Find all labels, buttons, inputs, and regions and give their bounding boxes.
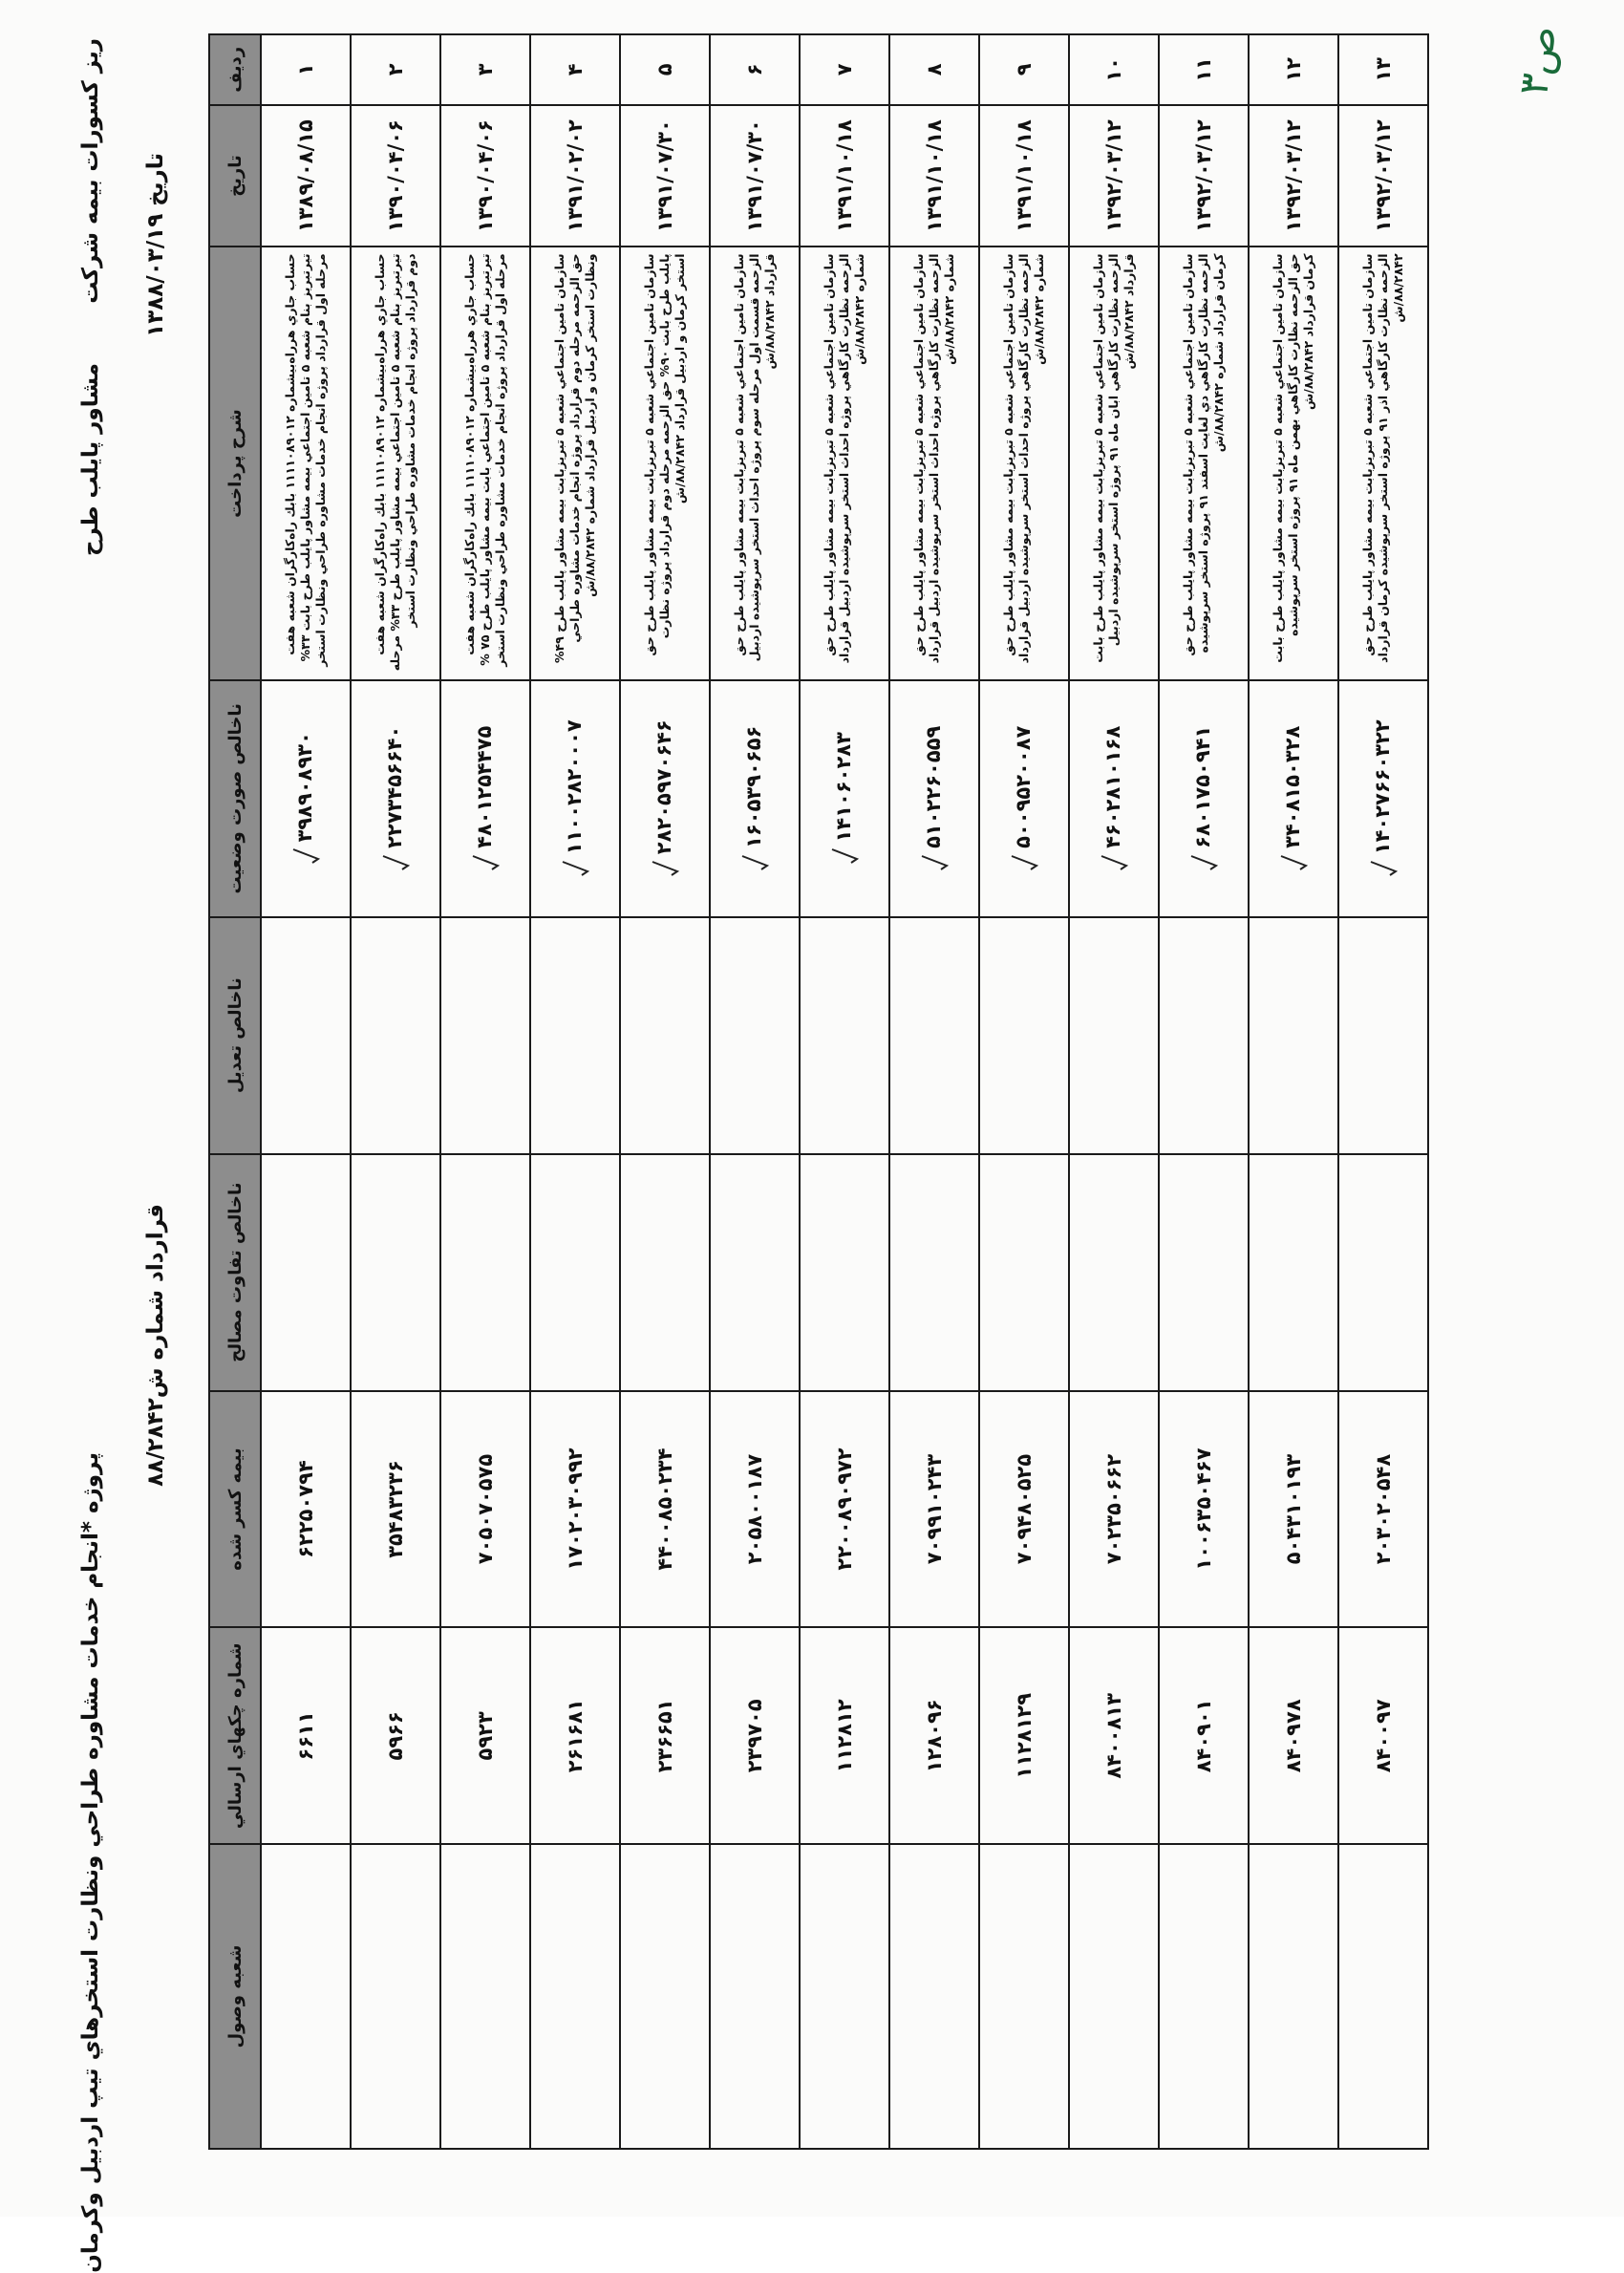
adjustment-cell bbox=[530, 917, 620, 1154]
material-difference-cell bbox=[530, 1154, 620, 1391]
gross-amount-cell bbox=[1159, 680, 1249, 917]
table-row bbox=[530, 34, 620, 2149]
material-difference-cell bbox=[1338, 1154, 1428, 1391]
gross-amount-text: ۶۸۰۱۷۵۰۹۴۱ bbox=[1191, 725, 1214, 848]
column-header: رديف bbox=[209, 34, 261, 105]
insurance-deducted-cell bbox=[1338, 1391, 1428, 1628]
adjustment-cell bbox=[800, 917, 889, 1154]
checkmark-icon bbox=[651, 860, 679, 877]
insurance-deducted-cell bbox=[440, 1391, 530, 1628]
gross-amount-cell bbox=[530, 680, 620, 917]
material-difference-cell bbox=[1159, 1154, 1249, 1391]
gross-amount-text: ۱۴۱۰۶۰۲۸۳ bbox=[832, 732, 855, 843]
cheque-number-text: ۶۶۱۱ bbox=[294, 1711, 317, 1761]
insurance-deducted-text: ۷۰۹۹۱۰۲۴۳ bbox=[923, 1453, 946, 1565]
insurance-deducted-text: ۷۰۲۳۵۰۶۶۲ bbox=[1102, 1453, 1125, 1565]
insurance-deducted-cell bbox=[1069, 1391, 1159, 1628]
description-text: سازمان تامين اجتماعي شعبه ۵ تبريزبابت بيمه مشاور پايلب طرح حق الزحمه نظارت كارگاهي پروژه احداث استخر سرپوشيده اردبيل قرارداد شماره ۸۸/۲۸۴۲/ش bbox=[911, 253, 956, 664]
cheque-number-text: ۸۴۰۹۰۱ bbox=[1192, 1699, 1215, 1773]
description-cell bbox=[620, 247, 710, 679]
adjustment-cell bbox=[440, 917, 530, 1154]
checkmark-icon bbox=[1279, 854, 1308, 871]
date-cell bbox=[710, 105, 800, 247]
date-text: ۱۳۹۱/۰۷/۳۰ bbox=[653, 119, 676, 232]
insurance-deducted-text: ۲۰۵۸۰۰۱۸۷ bbox=[743, 1453, 766, 1565]
row-number-cell bbox=[620, 34, 710, 105]
cheque-number-cell bbox=[979, 1627, 1069, 1844]
description-cell bbox=[1069, 247, 1159, 679]
date-text: ۱۳۹۱/۰۲/۰۲ bbox=[564, 119, 587, 232]
collection-branch-cell bbox=[1338, 1844, 1428, 2149]
column-header: ناخالص تفاوت مصالح bbox=[209, 1154, 261, 1391]
table-row bbox=[1249, 34, 1338, 2149]
cheque-number-text: ۲۳۶۶۵۱ bbox=[653, 1699, 676, 1773]
row-number-text: ۱۲ bbox=[1282, 57, 1305, 82]
table-row bbox=[261, 34, 351, 2149]
collection-branch-cell bbox=[979, 1844, 1069, 2149]
description-text: حساب جاري هرراه‌بيشماره ۱۱۱۱۰۸۹۰۱۲ بابك راه‌كارگران شعبه هفت تيرتبريز بنام شعبه ۵ تامين اجتماعي بيمه مشاور پايلب طرح بابت ۳۳% مرحله اول قرارداد پروژه انجام خدمات مشاوره طراحي ونظارت استخر bbox=[283, 253, 328, 667]
insurance-deducted-cell bbox=[530, 1391, 620, 1628]
description-cell bbox=[979, 247, 1069, 679]
description-cell bbox=[710, 247, 800, 679]
description-text: سازمان تامين اجتماعي شعبه ۵ تبريزبابت بيمه مشاور پايلب طرح حق الزحمه نظارت كارگاهي دي لغايت اسفند ۹۱ پروژه استخر سرپوشيده كرمان قرارداد شماره ۸۸/۲۸۴۲/ش bbox=[1181, 253, 1226, 656]
gross-amount-cell bbox=[979, 680, 1069, 917]
cheque-number-text: ۲۳۹۷۰۵ bbox=[743, 1699, 766, 1773]
row-number-cell bbox=[440, 34, 530, 105]
checkmark-icon bbox=[381, 854, 410, 871]
cheque-number-cell bbox=[261, 1627, 351, 1844]
description-text: سازمان تامين اجتماعي شعبه ۵ تبريزبابت بيمه مشاور پايلب طرح حق الزحمه قسمت اول مرحله سوم پروژه احداث استخر سرپوشيده اردبيل قرارداد ۸۸/۲۸۴۲/ش bbox=[732, 253, 777, 662]
checkmark-icon bbox=[471, 854, 500, 871]
description-cell bbox=[440, 247, 530, 679]
date-text: ۱۳۹۱/۱۰/۱۸ bbox=[923, 119, 946, 232]
date-cell bbox=[351, 105, 440, 247]
cheque-number-cell bbox=[800, 1627, 889, 1844]
checkmark-icon bbox=[1189, 854, 1218, 871]
row-number-cell bbox=[1338, 34, 1428, 105]
collection-branch-cell bbox=[1159, 1844, 1249, 2149]
adjustment-cell bbox=[261, 917, 351, 1154]
consultant-name: مشاور پايلب طرح bbox=[78, 363, 103, 557]
date-text: ۱۳۹۲/۰۳/۱۲ bbox=[1282, 119, 1305, 232]
adjustment-cell bbox=[351, 917, 440, 1154]
section-title: ريز كسورات بيمه شركت bbox=[78, 38, 103, 304]
date-cell bbox=[1159, 105, 1249, 247]
checkmark-icon bbox=[561, 860, 589, 877]
table-header-row bbox=[209, 34, 261, 2149]
collection-branch-cell bbox=[800, 1844, 889, 2149]
date-text: ۱۳۹۲/۰۳/۱۲ bbox=[1192, 119, 1215, 232]
insurance-deducted-cell bbox=[710, 1391, 800, 1628]
gross-amount-cell bbox=[261, 680, 351, 917]
cheque-number-cell bbox=[1159, 1627, 1249, 1844]
cheque-number-text: ۸۴۰۹۷۸ bbox=[1282, 1699, 1305, 1773]
gross-amount-text: ۱۴۰۲۷۶۶۰۳۲۲ bbox=[1371, 719, 1394, 855]
checkmark-icon bbox=[740, 854, 769, 871]
date-cell bbox=[1069, 105, 1159, 247]
column-header: شعبه وصول bbox=[209, 1844, 261, 2149]
project-title: پروژه *انجام خدمات مشاوره طراحي ونظارت استخرهاي تيپ اردبيل وكرمان bbox=[78, 1452, 103, 2273]
row-number-cell bbox=[889, 34, 979, 105]
table-row bbox=[889, 34, 979, 2149]
cheque-number-text: ۵۹۶۶ bbox=[384, 1711, 407, 1761]
cheque-number-text: ۱۱۲۸۱۲۹ bbox=[1013, 1692, 1036, 1779]
cheque-number-text: ۲۶۱۶۸۱ bbox=[564, 1699, 587, 1773]
cheque-number-cell bbox=[889, 1627, 979, 1844]
column-header: شرح پرداخت bbox=[209, 247, 261, 679]
description-text: سازمان تامين اجتماعي شعبه ۵ تبريزبابت بيمه مشاور پايلب طرح حق پايلب طرح بابت ۹۰% حق الزحمه مرحله دوم قرارداد پروژه نظارت استخر كرمان و اردبيل قرارداد ۸۸/۲۸۴۲/ش bbox=[642, 253, 687, 656]
insurance-deducted-text: ۷۰۵۰۷۰۵۷۵ bbox=[474, 1453, 497, 1565]
description-cell bbox=[530, 247, 620, 679]
cheque-number-cell bbox=[1338, 1627, 1428, 1844]
material-difference-cell bbox=[1249, 1154, 1338, 1391]
description-text: حساب جاري هرراه‌بيشماره ۱۱۱۱۰۸۹۰۱۲ بابك راه‌كارگران شعبه هفت تيرتبريز بنام شعبه ۵ تامين اجتماعي بيمه مشاور پايلب طرح ۳۳% مرحله دوم قرارداد پروژه انجام خدمات مشاوره طراحي ونظارت استخر bbox=[373, 253, 417, 672]
insurance-deducted-text: ۳۵۴۸۳۲۳۶ bbox=[384, 1460, 407, 1558]
checkmark-icon bbox=[920, 854, 949, 871]
description-cell bbox=[1249, 247, 1338, 679]
row-number-text: ۲ bbox=[384, 63, 407, 76]
material-difference-cell bbox=[1069, 1154, 1159, 1391]
description-cell bbox=[261, 247, 351, 679]
column-header: ناخالص تعديل bbox=[209, 917, 261, 1154]
row-number-cell bbox=[530, 34, 620, 105]
insurance-deducted-text: ۷۰۹۴۸۰۵۲۵ bbox=[1013, 1453, 1036, 1565]
date-cell bbox=[261, 105, 351, 247]
date-text: ۱۳۹۰/۰۴/۰۶ bbox=[384, 119, 407, 232]
checkmark-icon bbox=[291, 847, 320, 865]
insurance-deducted-text: ۶۲۲۵۰۷۹۴ bbox=[294, 1460, 317, 1558]
cheque-number-cell bbox=[530, 1627, 620, 1844]
date-text: ۱۳۸۹/۰۸/۱۵ bbox=[294, 119, 317, 232]
date-text: ۱۳۹۱/۱۰/۱۸ bbox=[1013, 119, 1036, 232]
material-difference-cell bbox=[620, 1154, 710, 1391]
gross-amount-cell bbox=[440, 680, 530, 917]
insurance-deducted-cell bbox=[261, 1391, 351, 1628]
material-difference-cell bbox=[351, 1154, 440, 1391]
table-row bbox=[620, 34, 710, 2149]
collection-branch-cell bbox=[710, 1844, 800, 2149]
row-number-text: ۱۱ bbox=[1192, 57, 1215, 82]
material-difference-cell bbox=[710, 1154, 800, 1391]
description-text: حساب جاري هرراه‌بيشماره ۱۱۱۱۰۸۹۰۱۲ بابك راه‌كارگران شعبه هفت تيرتبريز بنام شعبه ۵ تامين اجتماعي بابت بيمه مشاور پايلب طرح ۷۵ % مرحله اول قرارداد پروژه انجام خدمات مشاوره طراحي ونظارت استخر bbox=[462, 253, 507, 667]
table-row bbox=[440, 34, 530, 2149]
row-number-text: ۷ bbox=[833, 63, 856, 76]
insurance-deducted-cell bbox=[800, 1391, 889, 1628]
cheque-number-text: ۱۲۸۰۹۶ bbox=[923, 1699, 946, 1773]
cheque-number-cell bbox=[351, 1627, 440, 1844]
material-difference-cell bbox=[979, 1154, 1069, 1391]
date-text: ۱۳۹۰/۰۴/۰۶ bbox=[474, 119, 497, 232]
date-text: ۱۳۹۲/۰۳/۱۲ bbox=[1102, 119, 1125, 232]
description-text: سازمان تامين اجتماعي شعبه ۵ تبريزبابت بيمه مشاور پايلب طرح بابت حق الزحمه نظارت كارگاهي بهمن ماه ۹۱ پروژه استخر سرپوشيده كرمان قرارداد ۸۸/۲۸۴۲/ش bbox=[1271, 253, 1315, 663]
description-cell bbox=[1159, 247, 1249, 679]
description-text: سازمان تامين اجتماعي شعبه ۵ تبريزبابت بيمه مشاور پايلب طرح بابت الزحمه نظارت كارگاهي ابان ماه ۹۱ پروژه استخر سرپوشيده اردبيل قرارداد ۸۸/۲۸۴۲/ش bbox=[1091, 253, 1136, 663]
gross-amount-cell bbox=[1338, 680, 1428, 917]
collection-branch-cell bbox=[1249, 1844, 1338, 2149]
row-number-cell bbox=[351, 34, 440, 105]
checkmark-icon bbox=[1369, 860, 1398, 877]
collection-branch-cell bbox=[261, 1844, 351, 2149]
insurance-deducted-text: ۲۰۳۰۲۰۵۴۸ bbox=[1372, 1453, 1395, 1565]
gross-amount-text: ۳۹۸۹۰۸۹۳۰ bbox=[293, 732, 316, 843]
row-number-text: ۱۳ bbox=[1372, 57, 1395, 82]
adjustment-cell bbox=[620, 917, 710, 1154]
date-cell bbox=[889, 105, 979, 247]
row-number-text: ۱۰ bbox=[1102, 57, 1125, 82]
adjustment-cell bbox=[710, 917, 800, 1154]
gross-amount-cell bbox=[1249, 680, 1338, 917]
row-number-text: ۵ bbox=[653, 63, 676, 76]
page-number-mark: ص۳ bbox=[1509, 22, 1566, 99]
row-number-cell bbox=[800, 34, 889, 105]
gross-amount-text: ۴۶۰۲۸۱۰۱۶۸ bbox=[1101, 725, 1124, 848]
checkmark-icon bbox=[830, 847, 859, 865]
gross-amount-text: ۲۸۲۰۵۹۷۰۶۴۶ bbox=[652, 719, 675, 855]
row-number-text: ۸ bbox=[923, 63, 946, 76]
row-number-cell bbox=[261, 34, 351, 105]
date-text: ۱۳۹۲/۰۳/۱۲ bbox=[1372, 119, 1395, 232]
material-difference-cell bbox=[440, 1154, 530, 1391]
document-date: تاريخ ۱۳۸۸/۰۳/۱۹ bbox=[143, 153, 168, 337]
row-number-text: ۹ bbox=[1013, 63, 1036, 76]
collection-branch-cell bbox=[1069, 1844, 1159, 2149]
table-row bbox=[710, 34, 800, 2149]
row-number-text: ۱ bbox=[294, 63, 317, 76]
table-row bbox=[800, 34, 889, 2149]
adjustment-cell bbox=[1249, 917, 1338, 1154]
insurance-deducted-cell bbox=[620, 1391, 710, 1628]
insurance-deducted-cell bbox=[1249, 1391, 1338, 1628]
gross-amount-text: ۴۸۰۱۲۵۴۴۷۵ bbox=[473, 725, 496, 848]
row-number-cell bbox=[1069, 34, 1159, 105]
gross-amount-cell bbox=[351, 680, 440, 917]
description-text: سازمان تامين اجتماعي شعبه ۵ تبريزبابت بيمه مشاور پايلب طرح حق الزحمه نظارت كارگاهي اذر ۹۱ پروژه استخر سرپوشيده كرمان قرارداد ۸۸/۲۸۴۲/ش bbox=[1360, 253, 1405, 663]
cheque-number-text: ۱۱۲۸۱۲ bbox=[833, 1699, 856, 1773]
gross-amount-cell bbox=[889, 680, 979, 917]
table-row bbox=[1069, 34, 1159, 2149]
collection-branch-cell bbox=[440, 1844, 530, 2149]
description-cell bbox=[889, 247, 979, 679]
date-cell bbox=[1338, 105, 1428, 247]
adjustment-cell bbox=[889, 917, 979, 1154]
date-cell bbox=[979, 105, 1069, 247]
gross-amount-cell bbox=[1069, 680, 1159, 917]
collection-branch-cell bbox=[889, 1844, 979, 2149]
cheque-number-text: ۸۴۰۰۸۱۳ bbox=[1102, 1692, 1125, 1779]
description-cell bbox=[1338, 247, 1428, 679]
insurance-deducted-cell bbox=[351, 1391, 440, 1628]
adjustment-cell bbox=[1069, 917, 1159, 1154]
description-cell bbox=[800, 247, 889, 679]
column-header: شماره چكهاي ارسالي bbox=[209, 1627, 261, 1844]
gross-amount-cell bbox=[710, 680, 800, 917]
row-number-cell bbox=[710, 34, 800, 105]
column-header: بيمه كسر شده bbox=[209, 1391, 261, 1628]
material-difference-cell bbox=[800, 1154, 889, 1391]
cheque-number-cell bbox=[1249, 1627, 1338, 1844]
date-cell bbox=[800, 105, 889, 247]
table-body bbox=[261, 34, 1428, 2149]
collection-branch-cell bbox=[530, 1844, 620, 2149]
row-number-cell bbox=[1249, 34, 1338, 105]
date-cell bbox=[530, 105, 620, 247]
insurance-deducted-text: ۲۲۰۰۸۹۰۹۷۲ bbox=[833, 1447, 856, 1571]
table-row bbox=[351, 34, 440, 2149]
material-difference-cell bbox=[889, 1154, 979, 1391]
table-row bbox=[1159, 34, 1249, 2149]
checkmark-icon bbox=[1010, 854, 1038, 871]
date-text: ۱۳۹۱/۰۷/۳۰ bbox=[743, 119, 766, 232]
checkmark-icon bbox=[1100, 854, 1128, 871]
description-text: سازمان تامين اجتماعي شعبه ۵ تبريزبابت بيمه مشاور پايلب طرح ۴۹% حق الزحمه مرحله دوم قرارداد پروژه انجام خدمات مشاوره طراحي ونظارت استخر كرمان و اردبيل قرارداد شماره ۸۸/۲۸۴۲/ش bbox=[552, 253, 597, 664]
material-difference-cell bbox=[261, 1154, 351, 1391]
description-text: سازمان تامين اجتماعي شعبه ۵ تبريزبابت بيمه مشاور پايلب طرح حق الزحمه نظارت كارگاهي پروژه احداث استخر سرپوشيده اردبيل قرارداد شماره ۸۸/۲۸۴۲/ش bbox=[822, 253, 866, 664]
date-cell bbox=[440, 105, 530, 247]
collection-branch-cell bbox=[351, 1844, 440, 2149]
cheque-number-cell bbox=[710, 1627, 800, 1844]
insurance-deductions-table bbox=[208, 33, 1429, 2150]
insurance-deducted-text: ۱۷۰۲۰۳۰۹۹۲ bbox=[564, 1447, 587, 1571]
gross-amount-text: ۵۱۰۲۲۶۰۵۵۹ bbox=[922, 725, 945, 848]
insurance-deducted-cell bbox=[889, 1391, 979, 1628]
gross-amount-text: ۱۱۰۰۲۸۲۰۰۰۷ bbox=[563, 719, 586, 855]
column-header: تاريخ bbox=[209, 105, 261, 247]
cheque-number-cell bbox=[620, 1627, 710, 1844]
row-number-text: ۶ bbox=[743, 63, 766, 76]
gross-amount-cell bbox=[800, 680, 889, 917]
gross-amount-text: ۳۴۰۸۱۵۰۳۲۸ bbox=[1281, 725, 1304, 848]
row-number-text: ۴ bbox=[564, 63, 587, 76]
contract-number: قرارداد شماره ش۸۸/۲۸۴۲ bbox=[143, 1204, 168, 1487]
gross-amount-cell bbox=[620, 680, 710, 917]
cheque-number-text: ۵۹۲۳ bbox=[474, 1711, 497, 1761]
insurance-deducted-cell bbox=[979, 1391, 1069, 1628]
adjustment-cell bbox=[979, 917, 1069, 1154]
date-text: ۱۳۹۱/۱۰/۱۸ bbox=[833, 119, 856, 232]
date-cell bbox=[620, 105, 710, 247]
row-number-cell bbox=[979, 34, 1069, 105]
table-row bbox=[979, 34, 1069, 2149]
adjustment-cell bbox=[1159, 917, 1249, 1154]
date-cell bbox=[1249, 105, 1338, 247]
description-cell bbox=[351, 247, 440, 679]
insurance-deducted-cell bbox=[1159, 1391, 1249, 1628]
cheque-number-text: ۸۴۰۰۹۷ bbox=[1372, 1699, 1395, 1773]
row-number-cell bbox=[1159, 34, 1249, 105]
table-row bbox=[1338, 34, 1428, 2149]
cheque-number-cell bbox=[1069, 1627, 1159, 1844]
insurance-deducted-text: ۵۰۴۳۱۰۱۹۳ bbox=[1282, 1453, 1305, 1565]
gross-amount-text: ۲۲۷۳۴۵۶۶۴۰ bbox=[383, 725, 406, 848]
insurance-deducted-text: ۴۴۰۰۸۵۰۲۳۴ bbox=[653, 1447, 676, 1571]
gross-amount-text: ۱۶۰۵۳۹۰۶۵۶ bbox=[742, 725, 765, 848]
column-header: ناخالص صورت وضعيت bbox=[209, 680, 261, 917]
gross-amount-text: ۵۰۰۹۵۲۰۰۸۷ bbox=[1012, 725, 1035, 848]
insurance-deducted-text: ۱۰۰۶۳۵۰۴۶۷ bbox=[1192, 1447, 1215, 1571]
cheque-number-cell bbox=[440, 1627, 530, 1844]
description-text: سازمان تامين اجتماعي شعبه ۵ تبريزبابت بيمه مشاور پايلب طرح حق الزحمه نظارت كارگاهي پروژه احداث استخر سرپوشيده اردبيل قرارداد شماره ۸۸/۲۸۴۲/ش bbox=[1001, 253, 1046, 664]
collection-branch-cell bbox=[620, 1844, 710, 2149]
adjustment-cell bbox=[1338, 917, 1428, 1154]
row-number-text: ۳ bbox=[474, 63, 497, 76]
